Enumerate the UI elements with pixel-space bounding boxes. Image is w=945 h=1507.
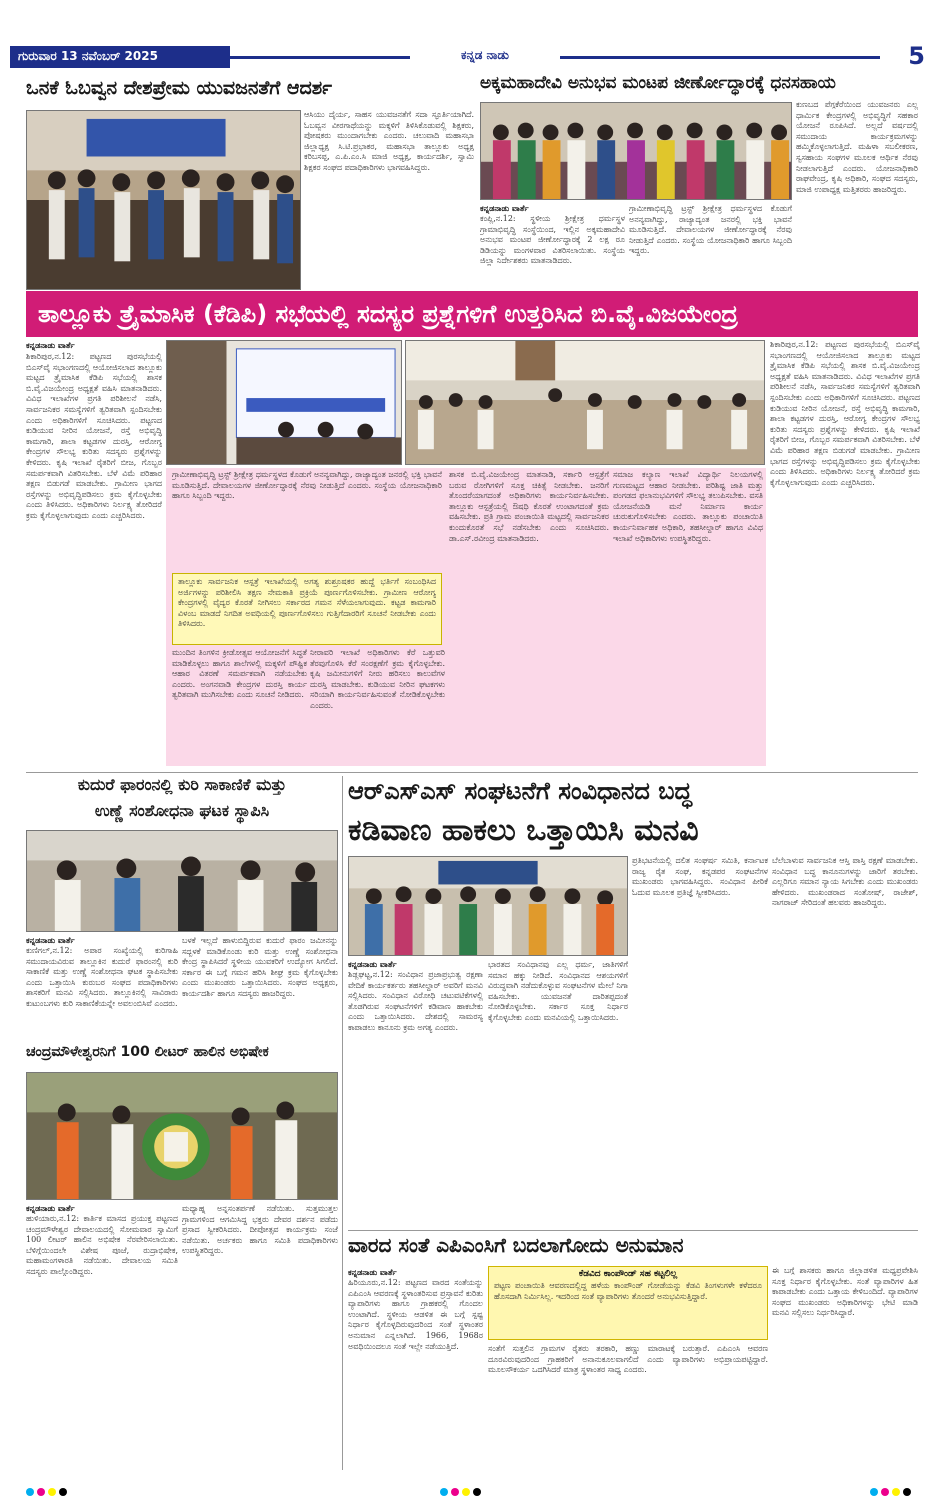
article-santhe-col2: ಸಂತೆಗೆ ಸುತ್ತಲಿನ ಗ್ರಾಮಗಳ ರೈತರು ತರಕಾರಿ, ಹಣ್ಣು ಮಾರಾಟಕ್ಕೆ ಬರುತ್ತಾರೆ. ಎಪಿಎಂಸಿ ಆವರಣ ದೂರವಿರುವುದರಿಂದ ಗ್ರಾಹಕರಿಗೆ ಅನಾನುಕೂಲವಾಗಲಿದೆ ಎಂದು ವ್ಯಾಪಾರಿಗಳು ಅಭಿಪ್ರಾಯಪಟ್ಟಿದ್ದಾರೆ. ಮೂಲಸೌಕರ್ಯ ಒದಗಿಸಿದರೆ ಮಾತ್ರ ಸ್ಥಳಾಂತರ ಸಾಧ್ಯ ಎಂದರು.	[488, 1344, 768, 1375]
article-kdp-top-text: ಗ್ರಾಮೀಣಾಭಿವೃದ್ಧಿ ಟ್ರಸ್ಟ್ ಶ್ರೀಕ್ಷೇತ್ರ ಧರ್ಮಸ್ಥಳದ ಕೊಡುಗೆ ಅನನ್ಯವಾಗಿದ್ದು, ರಾಜ್ಯಾದ್ಯಂತ ಜನರಲ್ಲಿ ಭಕ್ತಿ ಭಾವನೆ ಮೂಡಿಸುತ್ತಿದೆ. ದೇವಾಲಯಗಳ ಜೀರ್ಣೋದ್ಧಾರಕ್ಕೆ ನೆರವು ನೀಡುತ್ತಿದೆ ಎಂದರು. ಸಂಸ್ಥೆಯ ಯೋಜನಾಧಿಕಾರಿ ಹಾಗೂ ಸಿಬ್ಬಂದಿ ಇದ್ದರು.	[172, 470, 442, 501]
article-kdp-col2: ಮುಂದಿನ ತಿಂಗಳಿನ ಕ್ರೀಡೋತ್ಸವ ಆಯೋಜನೆಗೆ ಸಿದ್ಧತೆ ಮಾಡಿಕೊಳ್ಳಲು ಹಾಗೂ ಶಾಲೆಗಳಲ್ಲಿ ಮಕ್ಕಳಿಗೆ ಪೌಷ್ಟಿಕ ಆಹಾರ ವಿತರಣೆ ಸಮರ್ಪಕವಾಗಿ ನಡೆಯಬೇಕು ಎಂದರು. ಅಂಗನವಾಡಿ ಕೇಂದ್ರಗಳ ದುರಸ್ತಿ ಕಾರ್ಯ ತ್ವರಿತವಾಗಿ ಮುಗಿಸಬೇಕು ಎಂದು ಸೂಚನೆ ನೀಡಿದರು.	[172, 648, 307, 700]
article-akka-text-a: ಕಂಪ್ಲಿ,ನ.12: ಸ್ಥಳೀಯ ಶ್ರೀಕ್ಷೇತ್ರ ಧರ್ಮಸ್ಥಳ ಗ್ರಾಮಾಭಿವೃದ್ಧಿ ಸಂಸ್ಥೆಯಿಂದ, ಇಲ್ಲಿನ ಅಕ್ಕಮಹಾದೇವಿ ಅನುಭವ ಮಂಟಪ ಜೀರ್ಣೋದ್ಧಾರಕ್ಕೆ 2 ಲಕ್ಷ ರೂ ಡಿಡಿಯನ್ನು ಮಂಗಳವಾರ ವಿತರಿಸಲಾಯಿತು. ಸಂಸ್ಥೆಯ ಜಿಲ್ಲಾ ನಿರ್ದೇಶಕರು ಮಾತನಾಡಿದರು.	[480, 214, 625, 266]
santhe-sidebox-text: ಪಟ್ಟಣ ಪಂಚಾಯಿತಿ ಆವರಣದಲ್ಲಿದ್ದ ಹಳೆಯ ಕಾಂಪೌಂಡ್ ಗೋಡೆಯನ್ನು ಕೆಡವಿ ತಿಂಗಳುಗಳೇ ಕಳೆದರೂ ಹೊಸದಾಗಿ ನಿರ್ಮಿಸಿಲ್ಲ. ಇದರಿಂದ ಸಂತೆ ವ್ಯಾಪಾರಿಗಳು ತೊಂದರೆ ಅನುಭವಿಸುತ್ತಿದ್ದಾರೆ.	[494, 1281, 762, 1301]
photo-kdp-hall-graphic	[406, 341, 764, 464]
headline-kudure-line2: ಉಣ್ಣೆ ಸಂಶೋಧನಾ ಘಟಕ ಸ್ಥಾಪಿಸಿ	[94, 802, 270, 820]
reg-dot-black	[903, 1488, 911, 1496]
photo-rss-memorandum	[348, 856, 628, 956]
article-kdp-col3: ನೀರಾವರಿ ಇಲಾಖೆ ಅಧಿಕಾರಿಗಳು ಕೆರೆ ಒತ್ತುವರಿ ತೆರವುಗೊಳಿಸಿ ಕೆರೆ ಸಂರಕ್ಷಣೆಗೆ ಕ್ರಮ ಕೈಗೊಳ್ಳಬೇಕು. ಕೃಷಿ ಜಮೀನುಗಳಿಗೆ ನೀರು ಹರಿಸಲು ಕಾಲುವೆಗಳ ದುರಸ್ತಿ ಮಾಡಬೇಕು. ಕುಡಿಯುವ ನೀರಿನ ಘಟಕಗಳು ಸರಿಯಾಗಿ ಕಾರ್ಯನಿರ್ವಹಿಸುವಂತೆ ನೋಡಿಕೊಳ್ಳಬೇಕು ಎಂದರು.	[310, 648, 445, 710]
byline-kudure: ಕನ್ನಡನಾಡು ವಾರ್ತೆ	[26, 936, 75, 945]
article-kudure-col1: ಕುಣಿಗಲ್,ನ.12: ಅಪಾರ ಸಂಖ್ಯೆಯಲ್ಲಿ ಕುರಿಗಾಹಿ ಸಮುದಾಯವಿರುವ ತಾಲ್ಲೂಕಿನ ಕುದುರೆ ಫಾರಂನಲ್ಲಿ ಕುರಿ ಸಾಕಾಣಿಕೆ ಮತ್ತು ಉಣ್ಣೆ ಸಂಶೋಧನಾ ಘಟಕ ಸ್ಥಾಪಿಸಬೇಕು ಎಂದು ಒತ್ತಾಯಿಸಿ ಕುರುಬರ ಸಂಘದ ಪದಾಧಿಕಾರಿಗಳು ಶಾಸಕರಿಗೆ ಮನವಿ ಸಲ್ಲಿಸಿದರು. ತಾಲ್ಲೂಕಿನಲ್ಲಿ ಸಾವಿರಾರು ಕುಟುಂಬಗಳು ಕುರಿ ಸಾಕಾಣಿಕೆಯನ್ನೇ ಅವಲಂಬಿಸಿವೆ ಎಂದರು.	[26, 946, 178, 1008]
photo-kdp-hall	[405, 340, 765, 465]
article-kdp-col4: ಶಾಸಕ ಬಿ.ವೈ.ವಿಜಯೇಂದ್ರ ಮಾತನಾಡಿ, ಸರ್ಕಾರಿ ಆಸ್ಪತ್ರೆಗೆ ಬರುವ ರೋಗಿಗಳಿಗೆ ಸೂಕ್ತ ಚಿಕಿತ್ಸೆ ನೀಡಬೇಕು. ಜನರಿಗೆ ತೊಂದರೆಯಾಗದಂತೆ ಅಧಿಕಾರಿಗಳು ಕಾರ್ಯನಿರ್ವಹಿಸಬೇಕು. ತಾಲ್ಲೂಕು ಆಸ್ಪತ್ರೆಯಲ್ಲಿ ಔಷಧಿ ಕೊರತೆ ಉಂಟಾಗದಂತೆ ಕ್ರಮ ವಹಿಸಬೇಕು. ಪ್ರತಿ ಗ್ರಾಮ ಪಂಚಾಯಿತಿ ಮಟ್ಟದಲ್ಲಿ ಸಾರ್ವಜನಿಕರ ಕುಂದುಕೊರತೆ ಸಭೆ ನಡೆಸಬೇಕು ಎಂದು ಸೂಚಿಸಿದರು. ಡಾ.ಎಸ್.ರವೀಂದ್ರ ಮಾತನಾಡಿದರು.	[449, 470, 609, 543]
register-marks-right	[870, 1488, 911, 1496]
article-kudure-col2: ಬಳಕೆ ಇಲ್ಲದೆ ಹಾಳುಬಿದ್ದಿರುವ ಕುದುರೆ ಫಾರಂ ಜಮೀನನ್ನು ಸದ್ಬಳಕೆ ಮಾಡಿಕೊಂಡು ಕುರಿ ಮತ್ತು ಉಣ್ಣೆ ಸಂಶೋಧನಾ ಕೇಂದ್ರ ಸ್ಥಾಪಿಸಿದರೆ ಸ್ಥಳೀಯ ಯುವಕರಿಗೆ ಉದ್ಯೋಗ ಸಿಗಲಿದೆ. ಸರ್ಕಾರ ಈ ಬಗ್ಗೆ ಗಮನ ಹರಿಸಿ ಶೀಘ್ರ ಕ್ರಮ ಕೈಗೊಳ್ಳಬೇಕು ಎಂದು ಮುಖಂಡರು ಒತ್ತಾಯಿಸಿದರು. ಸಂಘದ ಅಧ್ಯಕ್ಷರು, ಕಾರ್ಯದರ್ಶಿ ಹಾಗೂ ಸದಸ್ಯರು ಹಾಜರಿದ್ದರು.	[182, 936, 338, 998]
masthead	[10, 42, 935, 72]
headline-onake: ಒನಕೆ ಓಬವ್ವನ ದೇಶಪ್ರೇಮ ಯುವಜನತೆಗೆ ಆದರ್ಶ	[26, 78, 332, 99]
article-rss-col2: ಭಾರತದ ಸಂವಿಧಾನವು ಎಲ್ಲ ಧರ್ಮ, ಜಾತಿಗಳಿಗೆ ಸಮಾನ ಹಕ್ಕು ನೀಡಿದೆ. ಸಂವಿಧಾನದ ಆಶಯಗಳಿಗೆ ವಿರುದ್ಧವಾಗಿ ನಡೆದುಕೊಳ್ಳುವ ಸಂಘಟನೆಗಳ ಮೇಲೆ ನಿಗಾ ವಹಿಸಬೇಕು. ಯುವಜನತೆ ದಾರಿತಪ್ಪದಂತೆ ನೋಡಿಕೊಳ್ಳಬೇಕು. ಸರ್ಕಾರ ಸೂಕ್ತ ನಿರ್ಧಾರ ಕೈಗೊಳ್ಳಬೇಕು ಎಂದು ಮನವಿಯಲ್ಲಿ ಒತ್ತಾಯಿಸಿದರು.	[488, 960, 628, 1022]
issue-date: ಗುರುವಾರ 13 ನವೆಂಬರ್ 2025	[10, 46, 230, 68]
article-rss-col1: ಶಿಡ್ಲಘಟ್ಟ,ನ.12: ಸಂವಿಧಾನ ಪ್ರಜಾಪ್ರಭುತ್ವ ರಕ್ಷಣಾ ವೇದಿಕೆ ಕಾರ್ಯಕರ್ತರು ತಹಸೀಲ್ದಾರ್ ಅವರಿಗೆ ಮನವಿ ಸಲ್ಲಿಸಿದರು. ಸಂವಿಧಾನ ವಿರೋಧಿ ಚಟುವಟಿಕೆಗಳಲ್ಲಿ ತೊಡಗಿರುವ ಸಂಘಟನೆಗಳಿಗೆ ಕಡಿವಾಣ ಹಾಕಬೇಕು ಎಂದು ಒತ್ತಾಯಿಸಿದರು. ದೇಶದಲ್ಲಿ ಸಾಮರಸ್ಯ ಕಾಪಾಡಲು ಕಾನೂನು ಕ್ರಮ ಅಗತ್ಯ ಎಂದರು.	[348, 970, 483, 1032]
article-rss-col3: ಪ್ರತಿಭಟನೆಯಲ್ಲಿ ದಲಿತ ಸಂಘರ್ಷ ಸಮಿತಿ, ಕರ್ನಾಟಕ ರಾಜ್ಯ ರೈತ ಸಂಘ, ಕನ್ನಡಪರ ಸಂಘಟನೆಗಳ ಮುಖಂಡರು ಭಾಗವಹಿಸಿದ್ದರು. ಸಂವಿಧಾನ ಪೀಠಿಕೆ ಓದುವ ಮೂಲಕ ಪ್ರತಿಜ್ಞೆ ಸ್ವೀಕರಿಸಿದರು.	[632, 856, 768, 897]
paper-name: ಕನ್ನಡ ನಾಡು	[410, 48, 560, 63]
article-santhe-col3: ಈ ಬಗ್ಗೆ ಶಾಸಕರು ಹಾಗೂ ಜಿಲ್ಲಾಡಳಿತ ಮಧ್ಯಪ್ರವೇಶಿಸಿ ಸೂಕ್ತ ನಿರ್ಧಾರ ಕೈಗೊಳ್ಳಬೇಕು. ಸಂತೆ ವ್ಯಾಪಾರಿಗಳ ಹಿತ ಕಾಪಾಡಬೇಕು ಎಂದು ಒತ್ತಾಯ ಕೇಳಿಬಂದಿದೆ. ವ್ಯಾಪಾರಿಗಳ ಸಂಘದ ಮುಖಂಡರು ಅಧಿಕಾರಿಗಳನ್ನು ಭೇಟಿ ಮಾಡಿ ಮನವಿ ಸಲ್ಲಿಸಲು ನಿರ್ಧರಿಸಿದ್ದಾರೆ.	[772, 1266, 918, 1318]
headline-kudure-line1: ಕುದುರೆ ಫಾರಂನಲ್ಲಿ ಕುರಿ ಸಾಕಾಣಿಕೆ ಮತ್ತು	[77, 776, 287, 794]
byline-santhe: ಕನ್ನಡನಾಡು ವಾರ್ತೆ	[348, 1268, 397, 1277]
headline-rss-line1: ಆರ್‌ಎಸ್‌ಎಸ್ ಸಂಘಟನೆಗೆ ಸಂವಿಧಾನದ ಬದ್ಧ	[348, 778, 692, 805]
photo-kudure-graphic	[27, 831, 337, 931]
article-akka-text-c: ಕುಣಬದ ಪೆಗ್ಗಕೆರೆಯಿಂದ ಯುವಜನರು ಎಲ್ಲ ಧಾರ್ಮಿಕ ಕೇಂದ್ರಗಳಲ್ಲಿ ಅಭಿವೃದ್ಧಿಗೆ ಸಹಕಾರ ಯೋಜನೆ ರೂಪಿಸಿದೆ. ಅಲ್ಲದೆ ವರ್ಷದಲ್ಲಿ ಸಮುದಾಯ ಕಾರ್ಯಕ್ರಮಗಳನ್ನು ಹಮ್ಮಿಕೊಳ್ಳಲಾಗುತ್ತಿದೆ. ಮಹಿಳಾ ಸಬಲೀಕರಣ, ಸ್ವಸಹಾಯ ಸಂಘಗಳ ಮೂಲಕ ಆರ್ಥಿಕ ನೆರವು ನೀಡಲಾಗುತ್ತಿದೆ ಎಂದರು. ಯೋಜನಾಧಿಕಾರಿ ರಾಘವೇಂದ್ರ, ಕೃಷಿ ಅಧಿಕಾರಿ, ಸಂಘದ ಸದಸ್ಯರು, ಮಾಜಿ ಉಪಾಧ್ಯಕ್ಷ ಮತ್ತಿತರರು ಹಾಜರಿದ್ದರು.	[796, 100, 918, 194]
reg-dot-cyan	[870, 1488, 878, 1496]
reg-dot-black	[59, 1488, 67, 1496]
photo-akka-event	[480, 102, 792, 200]
reg-dot-magenta	[881, 1488, 889, 1496]
section-divider	[26, 772, 918, 773]
headline-kdp: ತಾಲ್ಲೂಕು ತ್ರೈಮಾಸಿಕ (ಕೆಡಿಪಿ) ಸಭೆಯಲ್ಲಿ ಸದಸ್ಯರ ಪ್ರಶ್ನೆಗಳಿಗೆ ಉತ್ತರಿಸಿದ ಬಿ.ವೈ.ವಿಜಯೇಂದ್ರ	[26, 291, 918, 337]
byline-kdp: ಕನ್ನಡನಾಡು ವಾರ್ತೆ	[26, 341, 75, 350]
article-akka-text-b: ಗ್ರಾಮೀಣಾಭಿವೃದ್ಧಿ ಟ್ರಸ್ಟ್ ಶ್ರೀಕ್ಷೇತ್ರ ಧರ್ಮಸ್ಥಳದ ಕೊಡುಗೆ ಅನನ್ಯವಾಗಿದ್ದು, ರಾಜ್ಯಾದ್ಯಂತ ಜನರಲ್ಲಿ ಭಕ್ತಿ ಭಾವನೆ ಮೂಡಿಸುತ್ತಿದೆ. ದೇವಾಲಯಗಳ ಜೀರ್ಣೋದ್ಧಾರಕ್ಕೆ ನೆರವು ನೀಡುತ್ತಿದೆ ಎಂದರು. ಸಂಸ್ಥೆಯ ಯೋಜನಾಧಿಕಾರಿ ಹಾಗೂ ಸಿಬ್ಬಂದಿ ಇದ್ದರು.	[629, 204, 792, 256]
reg-dot-black	[473, 1488, 481, 1496]
rss-divider	[348, 1230, 918, 1231]
santhe-sidebox	[488, 1266, 768, 1340]
photo-kdp-banner	[166, 340, 402, 465]
article-rss-col4: ಬೆಲೆಬಾಳುವ ಸಾರ್ವಜನಿಕ ಆಸ್ತಿ ಪಾಸ್ತಿ ರಕ್ಷಣೆ ಮಾಡಬೇಕು. ಸಂವಿಧಾನ ಬದ್ಧ ಕಾನೂನುಗಳನ್ನು ಜಾರಿಗೆ ತರಬೇಕು. ಎಲ್ಲರಿಗೂ ಸಮಾನ ನ್ಯಾಯ ಸಿಗಬೇಕು ಎಂದು ಮುಖಂಡರು ಹೇಳಿದರು. ಮುಖಂಡರಾದ ಸಂತೋಷ್, ರಾಜೇಶ್, ನಾಗರಾಜ್ ಸೇರಿದಂತೆ ಹಲವರು ಹಾಜರಿದ್ದರು.	[772, 856, 918, 908]
article-onake-text-a: ಆಸಿಯು ದೈರ್ಯ, ಸಾಹಸ ಯುವಜನತೆಗೆ ಸದಾ ಸ್ಫೂರ್ತಿಯಾಗಿದೆ. ಓಬವ್ವನ ವೀರಗಾಥೆಯನ್ನು ಮಕ್ಕಳಿಗೆ ತಿಳಿಸಿಕೊಡುವಲ್ಲಿ ಶಿಕ್ಷಕರು, ಪೋಷಕರು ಮುಂದಾಗಬೇಕು ಎಂದರು. ಚಲುವಾದಿ ಮಹಾಸಭಾ ಜಿಲ್ಲಾಧ್ಯಕ್ಷ ಸಿ.ಟಿ.ಪ್ರಭಾಕರ, ಮಹಾಸಭಾ ತಾಲ್ಲೂಕು ಅಧ್ಯಕ್ಷ ಕರಿಬಸಪ್ಪ, ಎ.ಪಿ.ಎಂ.ಸಿ ಮಾಜಿ ಅಧ್ಯಕ್ಷ, ಕಾರ್ಯದರ್ಶಿ, ಸ್ವಾಮಿ ಶಿಕ್ಷಕರ ಸಂಘದ ಪದಾಧಿಕಾರಿಗಳು ಭಾಗವಹಿಸಿದ್ದರು.	[304, 110, 474, 172]
article-kdp-col1: ಶಿಕಾರಿಪುರ,ನ.12: ಪಟ್ಟಣದ ಪುರಸಭೆಯಲ್ಲಿ ಬಿಎಸ್‌ವೈ ಸಭಾಂಗಣದಲ್ಲಿ ಆಯೋಜಿಸಲಾದ ತಾಲ್ಲೂಕು ಮಟ್ಟದ ತ್ರೈಮಾಸಿಕ ಕೆಡಿಪಿ ಸಭೆಯಲ್ಲಿ ಶಾಸಕ ಬಿ.ವೈ.ವಿಜಯೇಂದ್ರ ಅಧ್ಯಕ್ಷತೆ ವಹಿಸಿ ಮಾತನಾಡಿದರು. ವಿವಿಧ ಇಲಾಖೆಗಳ ಪ್ರಗತಿ ಪರಿಶೀಲನೆ ನಡೆಸಿ, ಸಾರ್ವಜನಿಕರ ಸಮಸ್ಯೆಗಳಿಗೆ ತ್ವರಿತವಾಗಿ ಸ್ಪಂದಿಸಬೇಕು ಎಂದು ಅಧಿಕಾರಿಗಳಿಗೆ ಸೂಚಿಸಿದರು. ಪಟ್ಟಣದ ಕುಡಿಯುವ ನೀರಿನ ಯೋಜನೆ, ರಸ್ತೆ ಅಭಿವೃದ್ಧಿ ಕಾಮಗಾರಿ, ಶಾಲಾ ಕಟ್ಟಡಗಳ ದುರಸ್ತಿ, ಆರೋಗ್ಯ ಕೇಂದ್ರಗಳ ಸೌಲಭ್ಯ ಕುರಿತು ಸದಸ್ಯರು ಪ್ರಶ್ನೆಗಳನ್ನು ಕೇಳಿದರು. ಕೃಷಿ ಇಲಾಖೆ ರೈತರಿಗೆ ಬೀಜ, ಗೊಬ್ಬರ ಸಮರ್ಪಕವಾಗಿ ವಿತರಿಸಬೇಕು. ಬೆಳೆ ವಿಮೆ ಪರಿಹಾರ ತಕ್ಷಣ ಬಿಡುಗಡೆ ಮಾಡಬೇಕು. ಗ್ರಾಮೀಣ ಭಾಗದ ರಸ್ತೆಗಳನ್ನು ಅಭಿವೃದ್ಧಿಪಡಿಸಲು ಕ್ರಮ ಕೈಗೊಳ್ಳಬೇಕು ಎಂದು ತಿಳಿಸಿದರು. ಅಧಿಕಾರಿಗಳು ನಿರ್ಲಕ್ಷ್ಯ ತೋರಿದರೆ ಕ್ರಮ ಕೈಗೊಳ್ಳಲಾಗುವುದು ಎಂದು ಎಚ್ಚರಿಸಿದರು.	[26, 352, 162, 520]
article-kdp-col5: ಸಮಾಜ ಕಲ್ಯಾಣ ಇಲಾಖೆ ವಿದ್ಯಾರ್ಥಿ ನಿಲಯಗಳಲ್ಲಿ ಗುಣಮಟ್ಟದ ಆಹಾರ ನೀಡಬೇಕು. ಪರಿಶಿಷ್ಟ ಜಾತಿ ಮತ್ತು ಪಂಗಡದ ಫಲಾನುಭವಿಗಳಿಗೆ ಸೌಲಭ್ಯ ತಲುಪಿಸಬೇಕು. ವಸತಿ ಯೋಜನೆಯಡಿ ಮನೆ ನಿರ್ಮಾಣ ಕಾರ್ಯ ಚುರುಕುಗೊಳಿಸಬೇಕು ಎಂದರು. ತಾಲ್ಲೂಕು ಪಂಚಾಯಿತಿ ಕಾರ್ಯನಿರ್ವಾಹಕ ಅಧಿಕಾರಿ, ತಹಸೀಲ್ದಾರ್ ಹಾಗೂ ವಿವಿಧ ಇಲಾಖೆ ಅಧಿಕಾರಿಗಳು ಉಪಸ್ಥಿತರಿದ್ದರು.	[613, 470, 763, 543]
column-divider	[342, 776, 343, 1470]
article-kdp-col6: ಶಿಕಾರಿಪುರ,ನ.12: ಪಟ್ಟಣದ ಪುರಸಭೆಯಲ್ಲಿ ಬಿಎಸ್‌ವೈ ಸಭಾಂಗಣದಲ್ಲಿ ಆಯೋಜಿಸಲಾದ ತಾಲ್ಲೂಕು ಮಟ್ಟದ ತ್ರೈಮಾಸಿಕ ಕೆಡಿಪಿ ಸಭೆಯಲ್ಲಿ ಶಾಸಕ ಬಿ.ವೈ.ವಿಜಯೇಂದ್ರ ಅಧ್ಯಕ್ಷತೆ ವಹಿಸಿ ಮಾತನಾಡಿದರು. ವಿವಿಧ ಇಲಾಖೆಗಳ ಪ್ರಗತಿ ಪರಿಶೀಲನೆ ನಡೆಸಿ, ಸಾರ್ವಜನಿಕರ ಸಮಸ್ಯೆಗಳಿಗೆ ತ್ವರಿತವಾಗಿ ಸ್ಪಂದಿಸಬೇಕು ಎಂದು ಅಧಿಕಾರಿಗಳಿಗೆ ಸೂಚಿಸಿದರು. ಪಟ್ಟಣದ ಕುಡಿಯುವ ನೀರಿನ ಯೋಜನೆ, ರಸ್ತೆ ಅಭಿವೃದ್ಧಿ ಕಾಮಗಾರಿ, ಶಾಲಾ ಕಟ್ಟಡಗಳ ದುರಸ್ತಿ, ಆರೋಗ್ಯ ಕೇಂದ್ರಗಳ ಸೌಲಭ್ಯ ಕುರಿತು ಸದಸ್ಯರು ಪ್ರಶ್ನೆಗಳನ್ನು ಕೇಳಿದರು. ಕೃಷಿ ಇಲಾಖೆ ರೈತರಿಗೆ ಬೀಜ, ಗೊಬ್ಬರ ಸಮರ್ಪಕವಾಗಿ ವಿತರಿಸಬೇಕು. ಬೆಳೆ ವಿಮೆ ಪರಿಹಾರ ತಕ್ಷಣ ಬಿಡುಗಡೆ ಮಾಡಬೇಕು. ಗ್ರಾಮೀಣ ಭಾಗದ ರಸ್ತೆಗಳನ್ನು ಅಭಿವೃದ್ಧಿಪಡಿಸಲು ಕ್ರಮ ಕೈಗೊಳ್ಳಬೇಕು ಎಂದು ತಿಳಿಸಿದರು. ಅಧಿಕಾರಿಗಳು ನಿರ್ಲಕ್ಷ್ಯ ತೋರಿದರೆ ಕ್ರಮ ಕೈಗೊಳ್ಳಲಾಗುವುದು ಎಂದು ಎಚ್ಚರಿಸಿದರು.	[770, 340, 920, 487]
page-number: 5	[908, 42, 925, 70]
photo-rss-graphic	[349, 857, 627, 955]
headline-chandra: ಚಂದ್ರಮೌಳೇಶ್ವರನಿಗೆ 100 ಲೀಟರ್ ಹಾಲಿನ ಅಭಿಷೇಕ	[26, 1045, 269, 1060]
article-santhe-col1: ಹಿರಿಯೂರು,ನ.12: ಪಟ್ಟಣದ ವಾರದ ಸಂತೆಯನ್ನು ಎಪಿಎಂಸಿ ಆವರಣಕ್ಕೆ ಸ್ಥಳಾಂತರಿಸುವ ಪ್ರಸ್ತಾವನೆ ಕುರಿತು ವ್ಯಾಪಾರಿಗಳು ಹಾಗೂ ಗ್ರಾಹಕರಲ್ಲಿ ಗೊಂದಲ ಉಂಟಾಗಿದೆ. ಸ್ಥಳೀಯ ಆಡಳಿತ ಈ ಬಗ್ಗೆ ಸ್ಪಷ್ಟ ನಿರ್ಧಾರ ಕೈಗೊಳ್ಳದಿರುವುದರಿಂದ ಸಂತೆ ಸ್ಥಳಾಂತರ ಅನುಮಾನ ಎನ್ನಲಾಗಿದೆ. 1966, 1968ರ ಅವಧಿಯಿಂದಲೂ ಸಂತೆ ಇಲ್ಲೇ ನಡೆಯುತ್ತಿದೆ.	[348, 1278, 483, 1351]
photo-onake-event	[26, 110, 301, 290]
photo-kudure-meeting	[26, 830, 338, 932]
headline-santhe: ವಾರದ ಸಂತೆ ಎಪಿಎಂಸಿಗೆ ಬದಲಾಗೋದು ಅನುಮಾನ	[348, 1234, 684, 1257]
article-chandra-col1: ಹುಳಿಯಾರು,ನ.12: ಕಾರ್ತಿಕ ಮಾಸದ ಪ್ರಯುಕ್ತ ಪಟ್ಟಣದ ಚಂದ್ರಮೌಳೇಶ್ವರ ದೇವಾಲಯದಲ್ಲಿ ಸೋಮವಾರ ಸ್ವಾಮಿಗೆ 100 ಲೀಟರ್ ಹಾಲಿನ ಅಭಿಷೇಕ ನೆರವೇರಿಸಲಾಯಿತು. ಬೆಳಿಗ್ಗೆಯಿಂದಲೇ ವಿಶೇಷ ಪೂಜೆ, ರುದ್ರಾಭಿಷೇಕ, ಮಹಾಮಂಗಳಾರತಿ ನಡೆಯಿತು. ದೇವಾಲಯ ಸಮಿತಿ ಸದಸ್ಯರು ಪಾಲ್ಗೊಂಡಿದ್ದರು.	[26, 1214, 178, 1276]
register-marks-left	[26, 1488, 67, 1496]
article-chandra-col2: ಮಧ್ಯಾಹ್ನ ಅನ್ನಸಂತರ್ಪಣೆ ನಡೆಯಿತು. ಸುತ್ತಮುತ್ತಲ ಗ್ರಾಮಗಳಿಂದ ಆಗಮಿಸಿದ್ದ ಭಕ್ತರು ದೇವರ ದರ್ಶನ ಪಡೆದು ಪ್ರಸಾದ ಸ್ವೀಕರಿಸಿದರು. ದೀಪೋತ್ಸವ ಕಾರ್ಯಕ್ರಮ ಸಂಜೆ ನಡೆಯಿತು. ಅರ್ಚಕರು ಹಾಗೂ ಸಮಿತಿ ಪದಾಧಿಕಾರಿಗಳು ಉಪಸ್ಥಿತರಿದ್ದರು.	[182, 1204, 338, 1256]
byline-akka: ಕನ್ನಡನಾಡು ವಾರ್ತೆ	[480, 204, 529, 213]
byline-chandra: ಕನ್ನಡನಾಡು ವಾರ್ತೆ	[26, 1204, 75, 1213]
reg-dot-yellow	[462, 1488, 470, 1496]
reg-dot-yellow	[48, 1488, 56, 1496]
reg-dot-cyan	[26, 1488, 34, 1496]
photo-onake-graphic	[27, 111, 300, 289]
reg-dot-magenta	[451, 1488, 459, 1496]
kdp-highlight-box: ತಾಲ್ಲೂಕು ಸಾರ್ವಜನಿಕ ಆಸ್ಪತ್ರೆ ಇಲಾಖೆಯಲ್ಲಿ ಅಗತ್ಯ ಶುಶ್ರೂಷಕರ ಹುದ್ದೆ ಭರ್ತಿಗೆ ಸಂಬಂಧಿಸಿದ ಅರ್ಜಿಗಳನ್ನು ಪರಿಶೀಲಿಸಿ ತಕ್ಷಣ ನೇಮಕಾತಿ ಪ್ರಕ್ರಿಯೆ ಪೂರ್ಣಗೊಳಿಸಬೇಕು. ಗ್ರಾಮೀಣ ಆರೋಗ್ಯ ಕೇಂದ್ರಗಳಲ್ಲಿ ವೈದ್ಯರ ಕೊರತೆ ನೀಗಿಸಲು ಸರ್ಕಾರದ ಗಮನ ಸೆಳೆಯಲಾಗುವುದು. ಕಟ್ಟಡ ಕಾಮಗಾರಿ ವಿಳಂಬ ಮಾಡದೆ ನಿಗದಿತ ಅವಧಿಯಲ್ಲಿ ಪೂರ್ಣಗೊಳಿಸಲು ಗುತ್ತಿಗೆದಾರರಿಗೆ ಸೂಚನೆ ನೀಡಬೇಕು ಎಂದು ತಿಳಿಸಿದರು.	[172, 573, 442, 645]
reg-dot-yellow	[892, 1488, 900, 1496]
photo-chandra-abhisheka	[26, 1072, 338, 1200]
photo-chandra-graphic	[27, 1073, 337, 1199]
reg-dot-magenta	[37, 1488, 45, 1496]
register-marks-center	[440, 1488, 481, 1496]
headline-rss-line2: ಕಡಿವಾಣ ಹಾಕಲು ಒತ್ತಾಯಿಸಿ ಮನವಿ	[348, 814, 699, 848]
photo-akka-graphic	[481, 103, 791, 199]
santhe-sidebox-title: ಕೆಡವಿದ ಕಾಂಪೌಂಡ್ ಸಹ ಕಟ್ಟಲಿಲ್ಲ	[578, 1269, 678, 1279]
reg-dot-cyan	[440, 1488, 448, 1496]
headline-akka: ಅಕ್ಕಮಹಾದೇವಿ ಅನುಭವ ಮಂಟಪ ಜೀರ್ಣೋದ್ಧಾರಕ್ಕೆ ಧನಸಹಾಯ	[480, 74, 836, 93]
photo-kdp-banner-graphic	[167, 341, 401, 464]
byline-rss: ಕನ್ನಡನಾಡು ವಾರ್ತೆ	[348, 960, 397, 969]
